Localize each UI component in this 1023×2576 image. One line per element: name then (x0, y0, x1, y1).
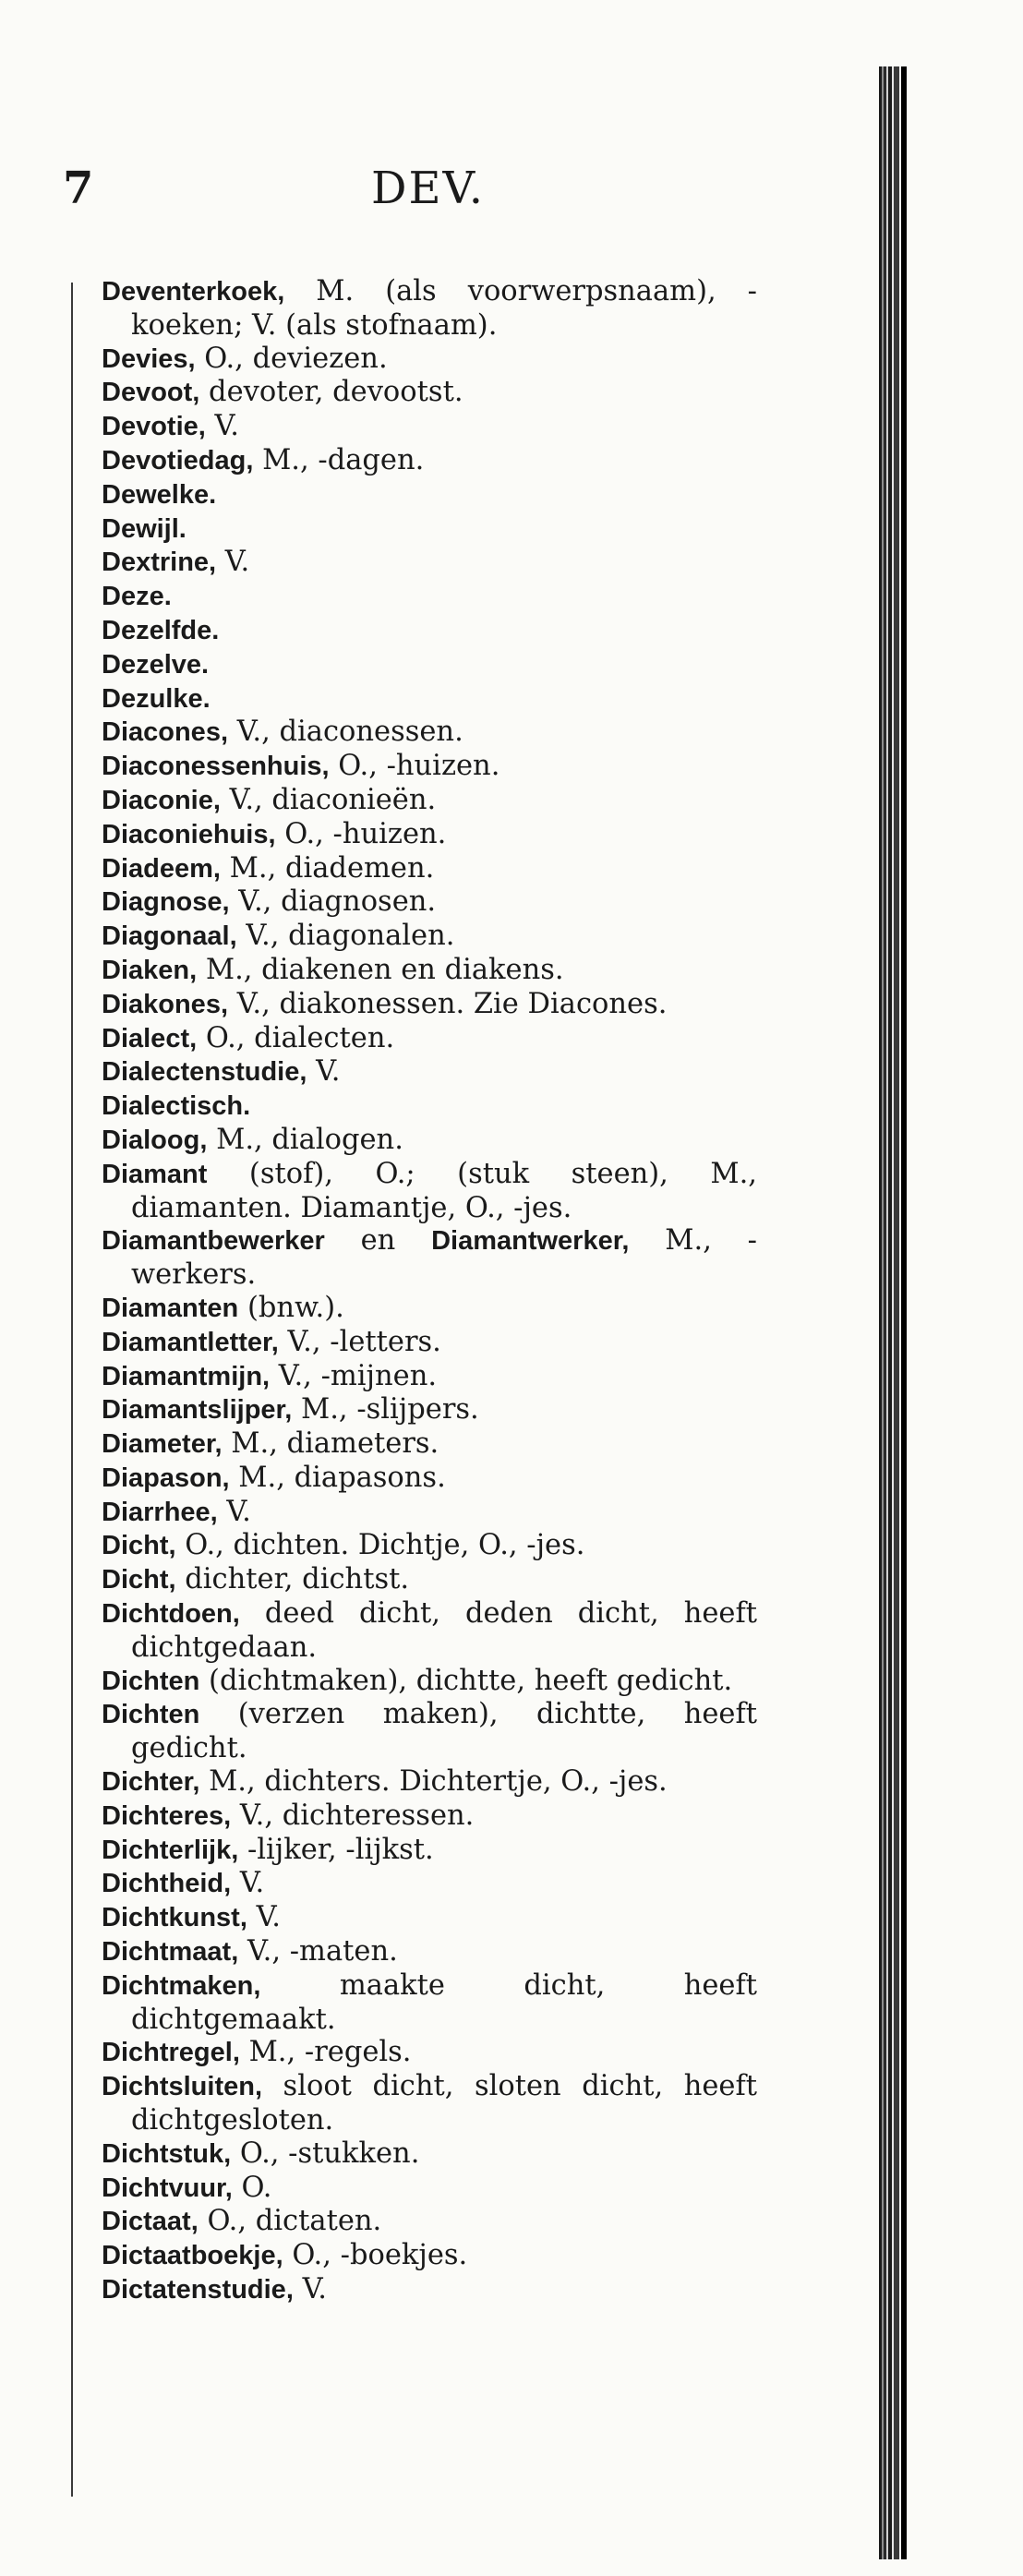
entry-headword: Dichtmaat, (102, 1937, 239, 1968)
entry-headword: Dichtstuk, (102, 2138, 232, 2169)
entry-definition: dichter, dichtst. (175, 1563, 410, 1596)
entry-definition: (stof), O.; (stuk steen), M., diamanten. Diamantje, O., -jes. (131, 1157, 757, 1224)
entry-definition: O., dialecten. (197, 1021, 395, 1054)
dictionary-entry (102, 2070, 757, 2137)
dictionary-entry (102, 1224, 757, 1292)
margin-rule (71, 283, 73, 2497)
dictionary-entry (102, 954, 757, 988)
entry-definition: O., dictaten. (198, 2205, 382, 2238)
dictionary-entry (102, 2137, 757, 2172)
entry-headword: Diaconiehuis, (102, 819, 276, 849)
entry-headword: Diamantmijn, (102, 1361, 271, 1391)
entry-definition: V. (247, 1901, 281, 1934)
entry-headword: Devoot, (102, 378, 200, 408)
entry-definition: M., -regels. (239, 2036, 412, 2069)
dictionary-entry (102, 1124, 757, 1158)
dictionary-entry (102, 275, 757, 343)
entry-definition: M., dialogen. (207, 1123, 403, 1156)
entry-headword: Diamantletter, (102, 1327, 279, 1357)
entry-definition: deed dicht, deden dicht, heeft dichtgedaan. (131, 1597, 757, 1664)
entry-definition: V., diakonessen. Zie Diacones. (228, 987, 668, 1020)
dictionary-entry (102, 2273, 757, 2307)
entry-definition: (dichtmaken), dichtte, heeft gedicht. (199, 1664, 733, 1697)
entry-headword: Dicht, (102, 1565, 176, 1595)
entry-headword: Diarrhee, (102, 1497, 218, 1527)
entry-headword: Dichtdoen, (102, 1599, 240, 1630)
entry-headword: Dichten (102, 1700, 200, 1730)
entry-definition: V., diaconessen. (228, 716, 463, 749)
entry-headword: Diamanten (102, 1293, 239, 1323)
entry-definition: V. (216, 546, 250, 579)
entry-definition: M., diademen. (220, 851, 435, 885)
entry-definition: M., -slijpers. (292, 1393, 479, 1426)
dictionary-entry (102, 1055, 757, 1089)
entry-headword: Dicht, (102, 1531, 176, 1561)
entry-definition: V. (293, 2273, 327, 2306)
entry-definition: O., -huizen. (275, 817, 447, 850)
entry-headword: Dezelve. (102, 649, 210, 680)
entry-headword: Dezelfde. (102, 615, 220, 645)
dictionary-entry (102, 1089, 757, 1124)
dictionary-entry (102, 1698, 757, 1765)
entry-definition: M., diameters. (222, 1427, 439, 1461)
dictionary-entry (102, 2036, 757, 2070)
entry-headword: Diamantbewerker (102, 1226, 325, 1257)
entry-definition: M. (als voorwerpsnaam), -koeken; V. (als stofnaam). (131, 275, 757, 342)
dictionary-entry (102, 444, 757, 478)
dictionary-entry (102, 1969, 757, 2037)
entry-definition: O., -huizen. (329, 750, 500, 783)
entry-definition: -lijker, -lijkst. (238, 1833, 434, 1866)
entry-definition: maakte dicht, heeft dichtgemaakt. (131, 1968, 757, 2036)
dictionary-entry (102, 1834, 757, 1868)
entry-headword: Dictatenstudie, (102, 2275, 294, 2305)
entry-headword: Diagnose, (102, 887, 230, 918)
entry-headword: Dialoog, (102, 1125, 208, 1155)
dictionary-entry (102, 343, 757, 377)
dictionary-entry (102, 1427, 757, 1462)
page-number: 7 (63, 163, 94, 214)
dictionary-entry (102, 852, 757, 886)
entry-headword: Diaken, (102, 955, 198, 985)
dictionary-entry (102, 546, 757, 580)
dictionary-entry (102, 1393, 757, 1427)
dictionary-entry (102, 376, 757, 410)
entry-headword: Dextrine, (102, 548, 217, 578)
entry-definition: V. (217, 1495, 251, 1528)
entry-headword: Diameter, (102, 1429, 223, 1460)
entry-headword: Dichtvuur, (102, 2173, 233, 2203)
dictionary-entry (102, 1022, 757, 1056)
dictionary-entry (102, 2205, 757, 2239)
entry-headword: Deventerkoek, (102, 277, 285, 307)
dictionary-entry (102, 784, 757, 818)
dictionary-entry (102, 1158, 757, 1225)
entry-headword: Dichten (102, 1666, 200, 1696)
dictionary-entry (102, 1360, 757, 1394)
entry-headword: Dichter, (102, 1767, 200, 1798)
dictionary-entry (102, 1867, 757, 1901)
entry-definition: (bnw.). (238, 1291, 344, 1324)
entry-definition-secondary: M., -werkers. (131, 1224, 757, 1292)
dictionary-entry (102, 648, 757, 682)
entry-headword-secondary: Diamantwerker, (431, 1226, 630, 1257)
entry-headword: Diaconessenhuis, (102, 752, 330, 782)
dictionary-entry (102, 1901, 757, 1935)
entry-definition: M., diapasons. (229, 1461, 446, 1494)
entry-definition: O., -stukken. (231, 2137, 420, 2170)
entry-headword: Diacones, (102, 717, 228, 748)
entry-headword: Deze. (102, 582, 172, 612)
dictionary-entry (102, 410, 757, 444)
entry-headword: Diamant (102, 1159, 208, 1189)
entry-headword: Dichtregel, (102, 2038, 240, 2068)
entry-definition: (verzen maken), dichtte, heeft gedicht. (131, 1698, 757, 1765)
entry-headword: Diaconie, (102, 785, 221, 815)
dictionary-entry (102, 614, 757, 648)
entry-headword: Dezulke. (102, 683, 211, 714)
dictionary-entry (102, 1326, 757, 1360)
entry-definition: O., deviezen. (195, 342, 388, 375)
dictionary-entry (102, 1462, 757, 1496)
entry-headword: Dialect, (102, 1023, 198, 1053)
entry-headword: Dichtsluiten, (102, 2072, 263, 2102)
dictionary-entry (102, 478, 757, 512)
page-edge-shadow (879, 66, 907, 2559)
entry-headword: Dichtkunst, (102, 1903, 247, 1933)
dictionary-entry (102, 818, 757, 852)
dictionary-entry (102, 580, 757, 614)
dictionary-entry (102, 682, 757, 716)
entry-headword: Diapason, (102, 1463, 230, 1493)
entry-headword: Devotiedag, (102, 445, 254, 475)
running-head: DEV. (371, 163, 486, 214)
entry-headword: Diagonaal, (102, 921, 237, 952)
dictionary-entry (102, 920, 757, 954)
entry-headword: Diamantslijper, (102, 1395, 293, 1426)
dictionary-entry (102, 2239, 757, 2273)
entry-headword: Dialectenstudie, (102, 1057, 307, 1088)
entry-headword: Diakones, (102, 989, 228, 1019)
dictionary-entry (102, 1292, 757, 1326)
dictionary-entry (102, 1529, 757, 1563)
entry-headword: Dictaat, (102, 2207, 199, 2237)
entry-definition: V., -maten. (238, 1935, 398, 1968)
entry-definition: O. (232, 2171, 272, 2204)
entry-headword: Diadeem, (102, 853, 221, 884)
dictionary-entry (102, 1597, 757, 1665)
entry-definition: V. (231, 1867, 265, 1900)
dictionary-entry (102, 1765, 757, 1800)
entry-definition: sloot dicht, sloten dicht, heeft dichtgesloten. (131, 2070, 757, 2137)
entry-definition: V., diagnosen. (229, 885, 437, 919)
entry-headword: Dictaatboekje, (102, 2241, 283, 2271)
entry-headword: Dichtmaken, (102, 1970, 261, 2001)
entry-headword: Dichtheid, (102, 1869, 232, 1899)
dictionary-entry (102, 512, 757, 547)
dictionary-entry (102, 716, 757, 750)
entry-definition: V., -letters. (278, 1325, 441, 1358)
entry-definition: V., diagonalen. (236, 920, 455, 953)
entry-headword: Devotie, (102, 412, 206, 442)
entry-definition: M., diakenen en diakens. (197, 953, 564, 986)
entry-headword: Devies, (102, 343, 196, 374)
entry-definition: M., -dagen. (253, 443, 425, 476)
entry-definition: devoter, devootst. (199, 376, 463, 409)
entry-definition: V., diaconieën. (220, 783, 437, 816)
dictionary-entry (102, 885, 757, 920)
dictionary-entries (102, 275, 757, 2307)
entry-definition: en (324, 1224, 432, 1258)
entry-headword: Dewijl. (102, 513, 187, 544)
entry-headword: Dewelke. (102, 479, 217, 510)
dictionary-entry (102, 1800, 757, 1834)
entry-definition: V., dichteressen. (231, 1799, 475, 1832)
dictionary-entry (102, 1935, 757, 1969)
entry-headword: Dichteres, (102, 1800, 232, 1831)
entry-definition: V., -mijnen. (270, 1359, 438, 1392)
dictionary-entry (102, 2172, 757, 2206)
dictionary-entry (102, 1563, 757, 1597)
entry-definition: V. (307, 1055, 341, 1089)
entry-headword: Dialectisch. (102, 1091, 251, 1122)
dictionary-entry (102, 988, 757, 1022)
entry-definition: M., dichters. Dichtertje, O., -jes. (199, 1765, 668, 1799)
entry-definition: V. (205, 410, 239, 443)
dictionary-entry (102, 750, 757, 784)
dictionary-entry (102, 1496, 757, 1530)
entry-headword: Dichterlijk, (102, 1835, 239, 1865)
entry-definition: O., dichten. Dichtje, O., -jes. (175, 1529, 585, 1562)
dictionary-entry (102, 1665, 757, 1699)
entry-definition: O., -boekjes. (283, 2239, 468, 2272)
